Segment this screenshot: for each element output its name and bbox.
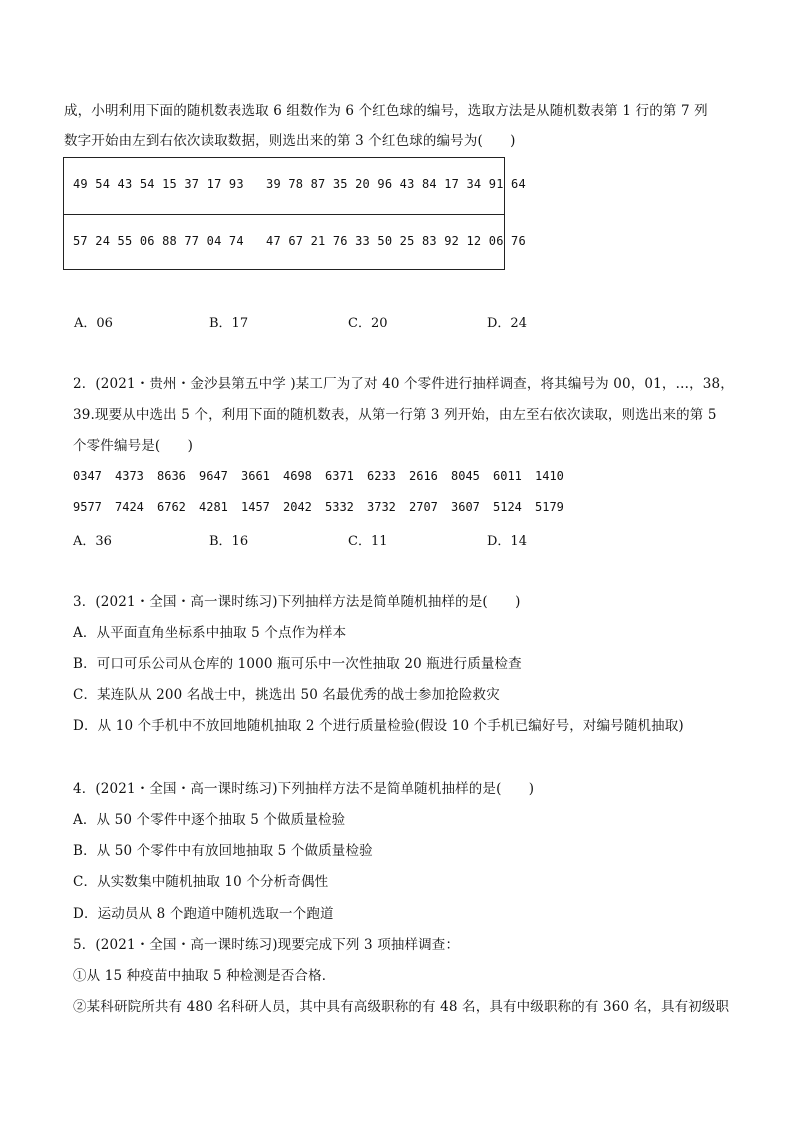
q2-stem-line1: 2．(2021・贵州・金沙县第五中学 )某工厂为了对 40 个零件进行抽样调查，将其编号为 00，01，…，38， — [73, 376, 734, 392]
table-cell-row2: 57 24 55 06 88 77 04 74 47 67 21 76 33 50 25 83 92 12 06 76 — [73, 234, 526, 248]
random-number: 9647 — [199, 469, 228, 483]
q1-option-d: D．24 — [487, 316, 527, 331]
q4-option-d: D．运动员从 8 个跑道中随机选取一个跑道 — [73, 906, 334, 922]
random-number: 5179 — [535, 500, 564, 514]
q5-stem: 5．(2021・全国・高一课时练习)现要完成下列 3 项抽样调查： — [73, 937, 460, 953]
random-number: 1457 — [241, 500, 270, 514]
random-number: 6762 — [157, 500, 186, 514]
random-number: 2616 — [409, 469, 438, 483]
random-number: 3661 — [241, 469, 270, 483]
q5-item2: ②某科研院所共有 480 名科研人员，其中具有高级职称的有 48 名，具有中级职称的有 360 名，具有初级职 — [73, 999, 730, 1015]
random-number: 2707 — [409, 500, 438, 514]
table-cell-row1: 49 54 43 54 15 37 17 93 39 78 87 35 20 96 43 84 17 34 91 64 — [73, 177, 526, 191]
q2-stem-line3: 个零件编号是( ) — [73, 438, 194, 454]
q3-stem: 3．(2021・全国・高一课时练习)下列抽样方法是简单随机抽样的是( ) — [73, 594, 521, 610]
random-number: 2042 — [283, 500, 312, 514]
q3-option-d: D．从 10 个手机中不放回地随机抽取 2 个进行质量检验(假设 10 个手机已编好号，对编号随机抽取) — [73, 718, 684, 734]
q2-option-d: D．14 — [487, 534, 527, 549]
random-number: 6011 — [493, 469, 522, 483]
random-number: 7424 — [115, 500, 144, 514]
random-number: 3732 — [367, 500, 396, 514]
q2-option-a: A．36 — [73, 534, 112, 549]
q1-option-a: A．06 — [74, 316, 113, 331]
random-number: 8636 — [157, 469, 186, 483]
random-number: 5332 — [325, 500, 354, 514]
random-number: 5124 — [493, 500, 522, 514]
q3-option-c: C．某连队从 200 名战士中，挑选出 50 名最优秀的战士参加抢险救灾 — [73, 687, 500, 703]
random-number: 6233 — [367, 469, 396, 483]
q1-option-c: C．20 — [348, 316, 388, 331]
random-number: 3607 — [451, 500, 480, 514]
q1-option-b: B．17 — [209, 316, 249, 331]
random-number-table — [63, 157, 526, 270]
random-number: 0347 — [73, 469, 102, 483]
q2-option-b: B．16 — [209, 534, 249, 549]
random-number: 9577 — [73, 500, 102, 514]
q4-option-c: C．从实数集中随机抽取 10 个分析奇偶性 — [73, 874, 329, 890]
random-number: 4281 — [199, 500, 228, 514]
random-number: 4373 — [115, 469, 144, 483]
q4-option-a: A．从 50 个零件中逐个抽取 5 个做质量检验 — [73, 812, 346, 828]
random-number: 8045 — [451, 469, 480, 483]
q2-option-c: C．11 — [348, 534, 388, 549]
q1-stem-line1: 成，小明利用下面的随机数表选取 6 组数作为 6 个红色球的编号，选取方法是从随机数表第 1 行的第 7 列 — [64, 103, 708, 119]
q1-stem-line2: 数字开始由左到右依次读取数据，则选出来的第 3 个红色球的编号为( ) — [64, 133, 516, 149]
table-row — [64, 214, 526, 271]
random-number: 6371 — [325, 469, 354, 483]
q3-option-b: B．可口可乐公司从仓库的 1000 瓶可乐中一次性抽取 20 瓶进行质量检查 — [73, 656, 522, 672]
table-row — [64, 158, 526, 214]
random-number: 1410 — [535, 469, 564, 483]
q5-item1: ①从 15 种疫苗中抽取 5 种检测是否合格． — [73, 968, 336, 984]
random-number: 4698 — [283, 469, 312, 483]
q2-stem-line2: 39.现要从中选出 5 个，利用下面的随机数表，从第一行第 3 列开始，由左至右依次读取，则选出来的第 5 — [73, 407, 717, 423]
q3-option-a: A．从平面直角坐标系中抽取 5 个点作为样本 — [73, 625, 347, 641]
q4-stem: 4．(2021・全国・高一课时练习)下列抽样方法不是简单随机抽样的是( ) — [73, 781, 535, 797]
q4-option-b: B．从 50 个零件中有放回地抽取 5 个做质量检验 — [73, 843, 373, 859]
